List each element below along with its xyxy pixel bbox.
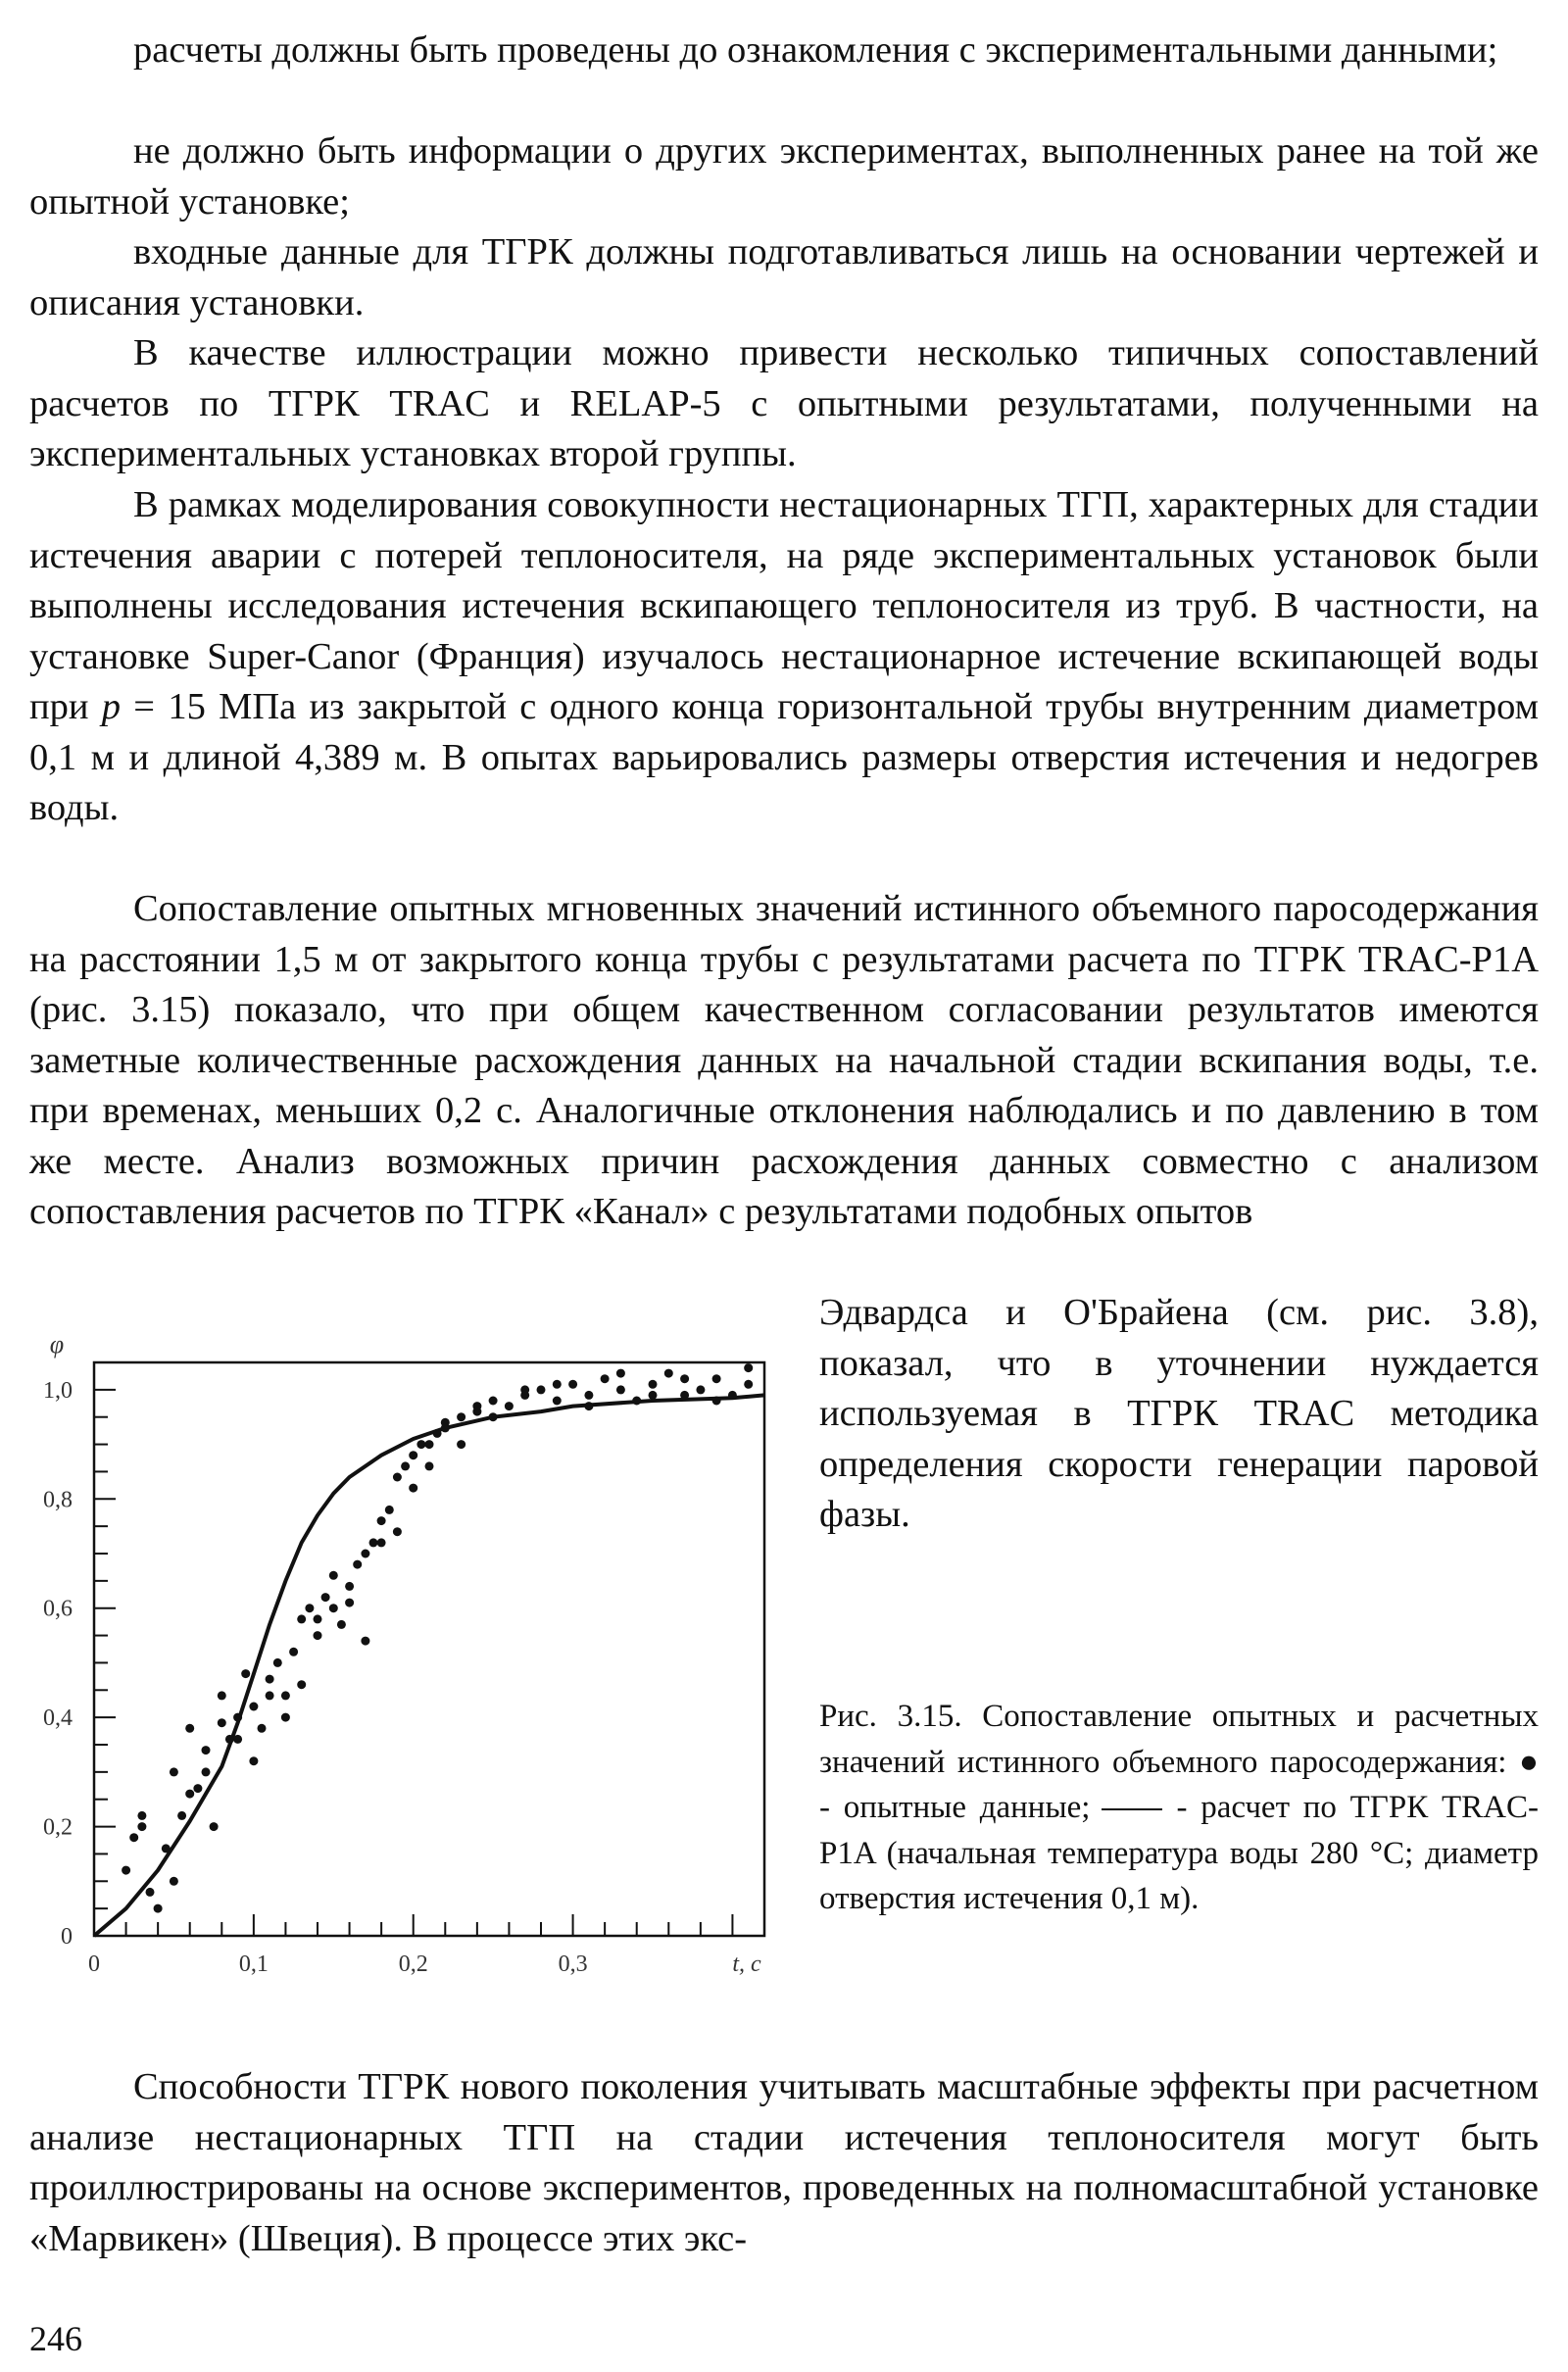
experimental-point: [122, 1866, 130, 1875]
chart-series-points: [122, 1363, 753, 1913]
experimental-point: [305, 1604, 314, 1612]
experimental-point: [321, 1593, 330, 1602]
experimental-point: [601, 1374, 610, 1383]
experimental-point: [416, 1440, 425, 1449]
experimental-point: [249, 1703, 258, 1711]
experimental-point: [249, 1756, 258, 1765]
experimental-point: [337, 1620, 346, 1629]
experimental-point: [744, 1363, 753, 1372]
experimental-point: [314, 1631, 322, 1640]
experimental-point: [712, 1397, 721, 1406]
experimental-point: [472, 1402, 481, 1410]
experimental-point: [696, 1385, 705, 1394]
page-number: 246: [29, 2319, 82, 2358]
x-tick-label: 0,3: [558, 1952, 588, 1977]
experimental-point: [401, 1461, 410, 1470]
experimental-point: [218, 1718, 226, 1727]
experimental-point: [393, 1473, 402, 1482]
experimental-point: [361, 1550, 369, 1558]
experimental-point: [393, 1527, 402, 1536]
y-tick-label: 0,4: [43, 1705, 73, 1732]
caption-part-1: Рис. 3.15. Сопоставление опытных и расчетных значений истинного объемного паросодержания: ● - опытные данные;: [819, 1699, 1539, 1825]
figure-caption: [819, 1694, 1539, 1922]
experimental-point: [266, 1675, 274, 1684]
chart-series-line: [94, 1395, 764, 1936]
experimental-point: [185, 1724, 194, 1733]
experimental-point: [297, 1680, 306, 1689]
experimental-point: [616, 1369, 625, 1378]
experimental-point: [193, 1784, 202, 1793]
experimental-point: [728, 1391, 737, 1400]
experimental-point: [177, 1811, 186, 1820]
y-tick-label: 0,2: [43, 1814, 73, 1841]
paragraph-1: расчеты должны быть проведены до ознакомления с экспериментальными данными;: [133, 29, 1498, 71]
y-tick-label: 1,0: [43, 1377, 73, 1404]
experimental-point: [649, 1380, 658, 1389]
experimental-point: [218, 1691, 226, 1700]
trac-calculation-line: [94, 1395, 764, 1936]
experimental-point: [185, 1790, 194, 1799]
experimental-point: [281, 1713, 290, 1722]
paragraph-3: входные данные для ТГРК должны подготавливаться лишь на основании чертежей и описания установки.: [29, 231, 1539, 323]
experimental-point: [457, 1412, 466, 1421]
pressure-variable: p: [101, 686, 122, 727]
experimental-point: [457, 1440, 466, 1449]
experimental-point: [170, 1767, 178, 1776]
experimental-point: [425, 1461, 434, 1470]
experimental-point: [361, 1637, 369, 1646]
experimental-point: [162, 1844, 171, 1853]
y-tick-label: 0,6: [43, 1596, 73, 1622]
experimental-point: [233, 1713, 242, 1722]
experimental-point: [281, 1691, 290, 1700]
legend-line-sample: [1102, 1808, 1162, 1810]
x-tick-label: 0,2: [398, 1952, 428, 1977]
experimental-point: [146, 1888, 155, 1897]
experimental-point: [129, 1833, 138, 1842]
experimental-point: [632, 1397, 641, 1406]
paragraph-6-continued: Эдвардса и О'Брайена (см. рис. 3.8), показал, что в уточнении нуждается используемая в ТГРК TRAC методика определения скорости генерации паровой фазы.: [819, 1292, 1539, 1535]
paragraph-7: Способности ТГРК нового поколения учитывать масштабные эффекты при расчетном анализе нестационарных ТГП на стадии истечения теплоносителя могут быть проиллюстрированы на основе экспериментов, проведенных на полномасштабной установке «Марвикен» (Швеция). В процессе этих экс-: [29, 2066, 1539, 2259]
experimental-point: [680, 1374, 689, 1383]
experimental-point: [273, 1658, 282, 1667]
caption-part-2: - расчет по ТГРК TRAC-P1A (начальная температура воды 280 °C; диаметр отверстия истечения 0,1 м).: [819, 1790, 1539, 1916]
experimental-point: [537, 1385, 546, 1394]
experimental-point: [329, 1604, 338, 1612]
experimental-point: [314, 1614, 322, 1623]
experimental-point: [441, 1423, 450, 1432]
y-tick-label: 0,8: [43, 1487, 73, 1513]
experimental-point: [568, 1380, 577, 1389]
experimental-point: [345, 1582, 354, 1591]
experimental-point: [409, 1451, 417, 1459]
experimental-point: [170, 1877, 178, 1886]
y-axis-label: φ: [49, 1333, 65, 1359]
paragraph-5-tail: = 15 МПа из закрытой с одного конца горизонтальной трубы внутренним диаметром 0,1 м и длиной 4,389 м. В опытах варьировались размеры отверстия истечения и недогрев воды.: [29, 686, 1539, 828]
experimental-point: [137, 1811, 146, 1820]
experimental-point: [202, 1746, 211, 1754]
experimental-point: [225, 1735, 234, 1744]
x-tick-label: 0,1: [238, 1952, 269, 1977]
experimental-point: [584, 1402, 593, 1410]
paragraph-4: В качестве иллюстрации можно привести несколько типичных сопоставлений расчетов по ТГРК TRAC и RELAP-5 с опытными результатами, полученными на экспериментальных установках второй группы.: [29, 332, 1539, 474]
experimental-point: [210, 1822, 219, 1831]
experimental-point: [202, 1767, 211, 1776]
experimental-point: [553, 1397, 562, 1406]
experimental-point: [258, 1724, 267, 1733]
experimental-point: [505, 1402, 514, 1410]
experimental-point: [712, 1374, 721, 1383]
x-tick-label: 0: [88, 1952, 100, 1977]
experimental-point: [520, 1385, 529, 1394]
experimental-point: [385, 1506, 394, 1514]
experimental-point: [744, 1380, 753, 1389]
experimental-point: [377, 1538, 386, 1547]
experimental-point: [329, 1571, 338, 1580]
x-axis-label: t, c: [732, 1952, 761, 1977]
experimental-point: [553, 1380, 562, 1389]
experimental-point: [266, 1691, 274, 1700]
experimental-point: [409, 1484, 417, 1493]
paragraph-6: Сопоставление опытных мгновенных значений истинного объемного паросодержания на расстоянии 1,5 м от закрытого конца трубы с результатами расчета по ТГРК TRAC-P1A (рис. 3.15) показало, что при общем качественном согласовании результатов имеются заметные количественные расхождения данных на начальной стадии вскипания воды, т.е. при временах, меньших 0,2 с. Аналогичные отклонения наблюдались и по давлению в том же месте. Анализ возможных причин расхождения данных совместно с анализом сопоставления расчетов по ТГРК «Канал» с результатами подобных опытов: [29, 888, 1539, 1232]
experimental-point: [649, 1391, 658, 1400]
experimental-point: [297, 1614, 306, 1623]
experimental-point: [353, 1560, 362, 1569]
experimental-point: [345, 1599, 354, 1607]
experimental-point: [289, 1648, 298, 1656]
experimental-point: [369, 1538, 378, 1547]
paragraph-5: [29, 480, 1539, 834]
experimental-point: [616, 1385, 625, 1394]
y-tick-label: 0: [61, 1924, 73, 1950]
experimental-point: [433, 1429, 442, 1438]
experimental-point: [489, 1397, 498, 1406]
experimental-point: [137, 1822, 146, 1831]
paragraph-5-text: В рамках моделирования совокупности нестационарных ТГП, характерных для стадии истечения аварии с потерей теплоносителя, на ряде экспериментальных установок были выполнены исследования истечения вскипающего теплоносителя из труб. В частности, на установке Super-Canor (Франция) изучалось нестационарное истечение вскипающей воды при: [29, 484, 1539, 727]
experimental-point: [680, 1391, 689, 1400]
experimental-point: [425, 1440, 434, 1449]
experimental-point: [241, 1669, 250, 1678]
experimental-point: [489, 1412, 498, 1421]
experimental-point: [664, 1369, 673, 1378]
figure-3-15-chart: [0, 1333, 784, 2000]
experimental-point: [154, 1904, 163, 1913]
experimental-point: [584, 1391, 593, 1400]
experimental-point: [233, 1735, 242, 1744]
paragraph-2: не должно быть информации о других экспериментах, выполненных ранее на той же опытной установке;: [29, 130, 1539, 222]
experimental-point: [377, 1516, 386, 1525]
